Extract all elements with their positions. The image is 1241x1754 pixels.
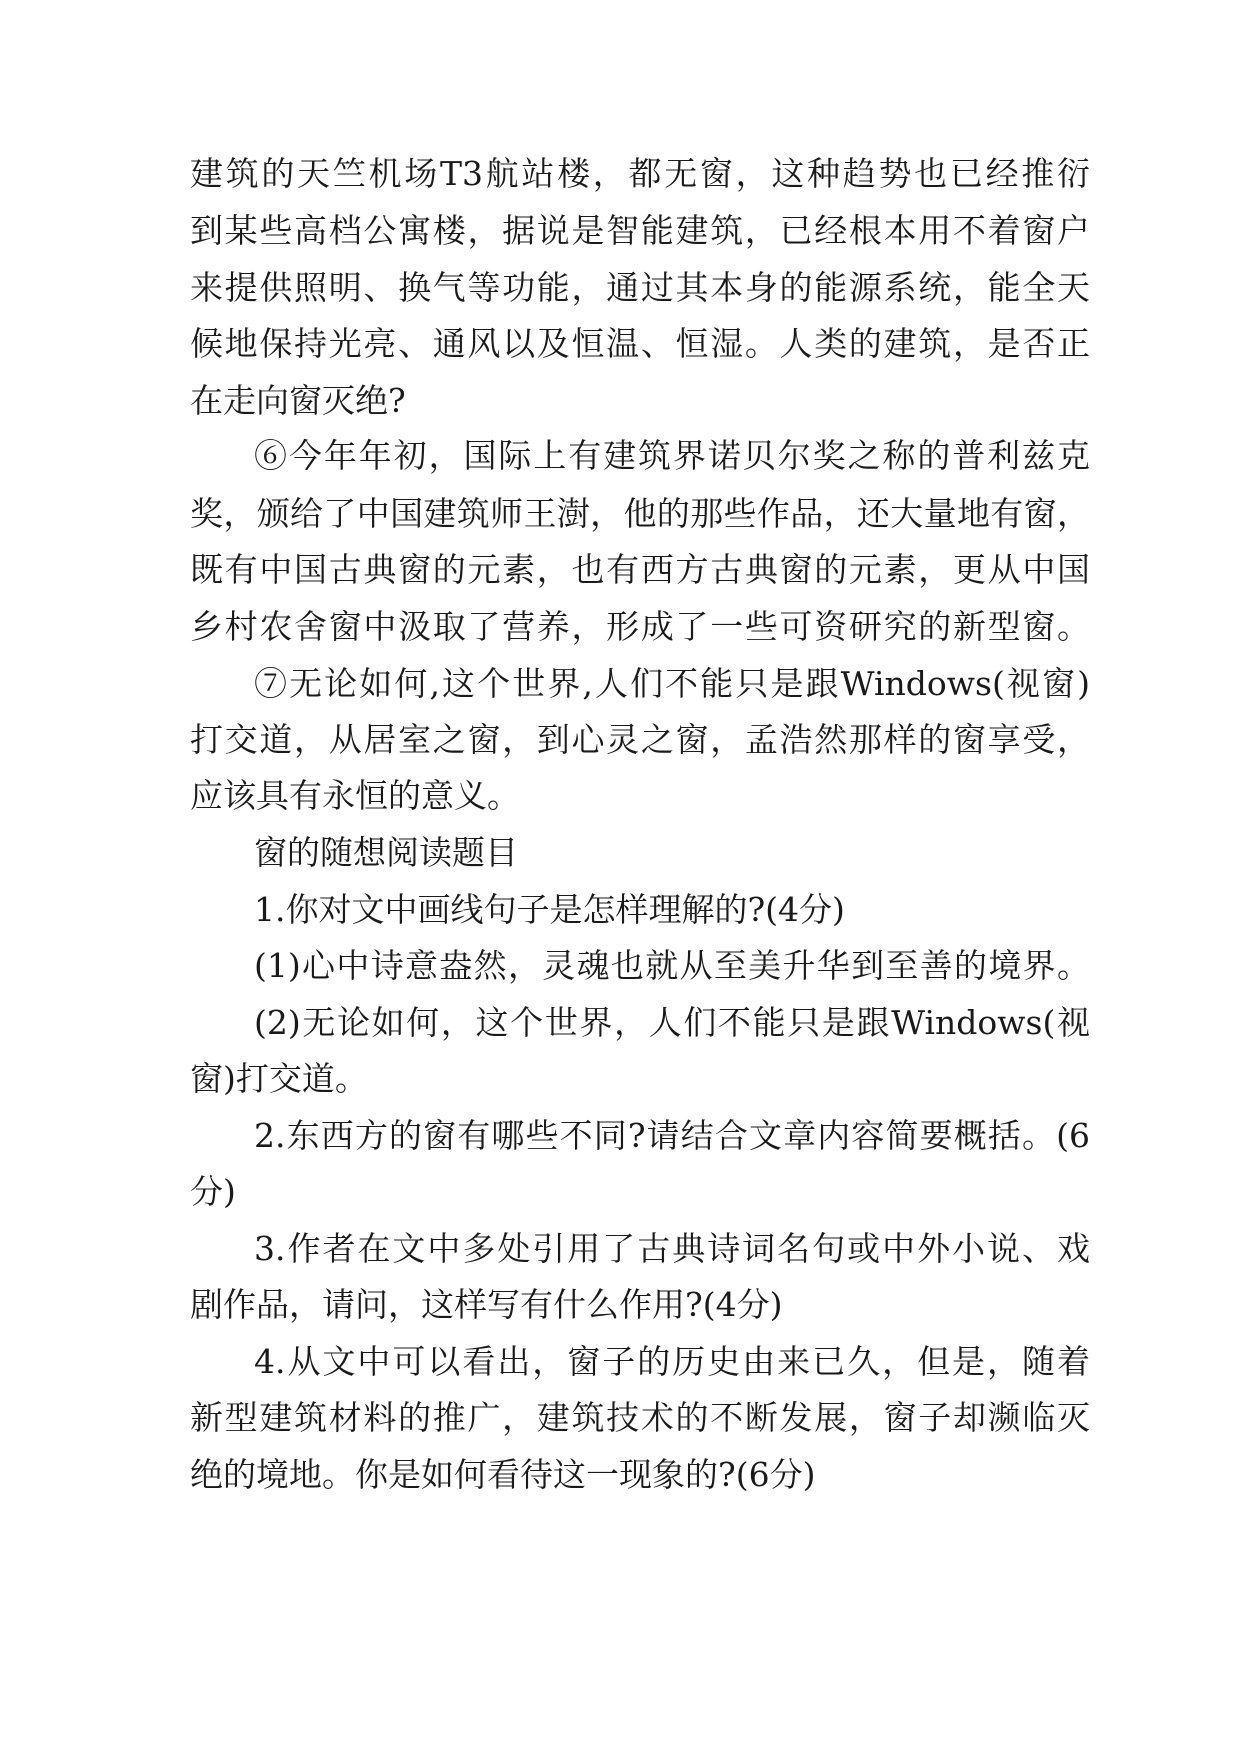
text-line: 1.你对文中画线句子是怎样理解的?(4分) [254, 890, 845, 929]
text-line: ⑦无论如何,这个世界,人们不能只是跟Windows(视窗) [254, 664, 1090, 703]
text-line: 窗的随想阅读题目 [254, 833, 518, 872]
text-line: 剧作品，请问，这样写有什么作用?(4分) [190, 1285, 783, 1324]
text-line: 4.从文中可以看出，窗子的历史由来已久，但是，随着 [254, 1342, 1090, 1381]
text-line: (1)心中诗意盎然，灵魂也就从至美升华到至善的境界。 [254, 946, 1090, 985]
text-line: 分) [190, 1172, 236, 1211]
text-line: 3.作者在文中多处引用了古典诗词名句或中外小说、戏 [254, 1229, 1090, 1268]
text-line: 建筑的天竺机场T3航站楼，都无窗，这种趋势也已经推衍 [190, 154, 1090, 193]
text-line: 既有中国古典窗的元素，也有西方古典窗的元素，更从中国 [190, 550, 1090, 589]
text-line: 来提供照明、换气等功能，通过其本身的能源系统，能全天 [190, 268, 1090, 307]
text-line: 打交道，从居室之窗，到心灵之窗，孟浩然那样的窗享受， [190, 720, 1090, 759]
text-line: ⑥今年年初，国际上有建筑界诺贝尔奖之称的普利兹克 [254, 436, 1090, 475]
text-line: 在走向窗灭绝? [190, 381, 406, 420]
text-line: (2)无论如何，这个世界，人们不能只是跟Windows(视 [254, 1003, 1090, 1042]
text-line: 奖，颁给了中国建筑师王澍，他的那些作品，还大量地有窗， [190, 494, 1090, 533]
text-line: 绝的境地。你是如何看待这一现象的?(6分) [190, 1455, 816, 1494]
text-line: 应该具有永恒的意义。 [190, 776, 520, 815]
text-line: 到某些高档公寓楼，据说是智能建筑，已经根本用不着窗户 [190, 211, 1090, 250]
text-line: 候地保持光亮、通风以及恒温、恒湿。人类的建筑，是否正 [190, 324, 1090, 363]
text-line: 乡村农舍窗中汲取了营养，形成了一些可资研究的新型窗。 [190, 607, 1090, 646]
text-line: 2.东西方的窗有哪些不同?请结合文章内容简要概括。(6 [254, 1116, 1090, 1155]
text-line: 窗)打交道。 [190, 1059, 368, 1098]
text-line: 新型建筑材料的推广，建筑技术的不断发展，窗子却濒临灭 [190, 1398, 1090, 1437]
